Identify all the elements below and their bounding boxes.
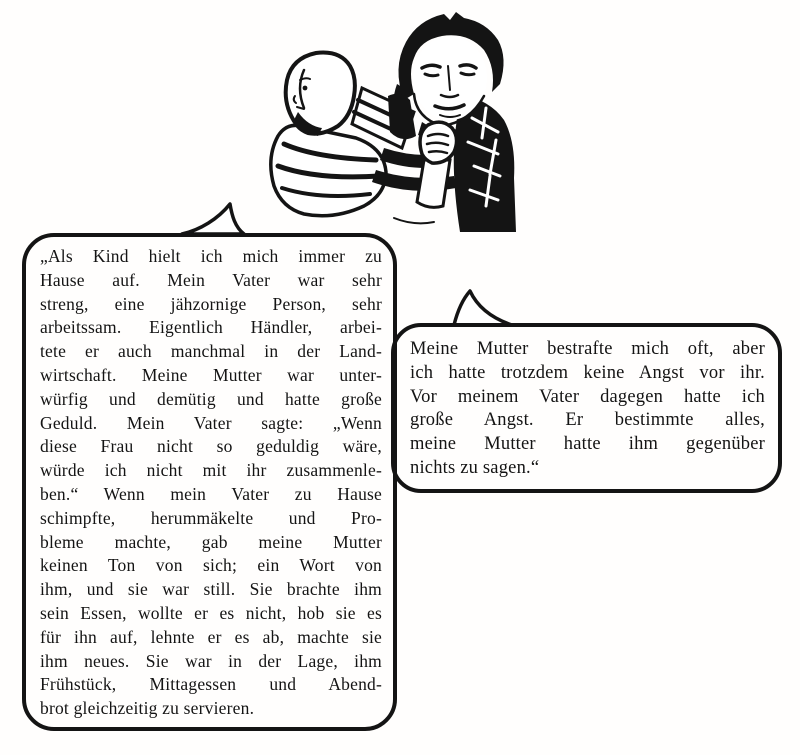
text-line: brot gleichzeitig zu servieren. — [40, 698, 255, 719]
text-line: wirtschaft. Meine Mutter war unter- — [40, 364, 382, 385]
text-line: Frühstück, Mittagessen und Abend- — [40, 674, 382, 695]
text-line: keinen Ton von sich; ein Wort von — [40, 555, 382, 576]
text-line: Meine Mutter bestrafte mich oft, aber — [410, 339, 765, 359]
text-line: ben.“ Wenn mein Vater zu Hause — [40, 483, 382, 504]
shoulder-patch — [388, 94, 416, 139]
text-line: Vor meinem Vater dagegen hatte ich — [410, 386, 765, 407]
baby-wrap — [271, 125, 386, 215]
speech-bubble-left-tail — [178, 201, 250, 237]
text-line: tete er auch manchmal in der Land- — [40, 341, 382, 362]
speech-bubble-right — [391, 323, 782, 493]
text-line: große Angst. Er bestimmte alles, — [410, 410, 765, 431]
text-line: sein Essen, wollte er es nicht, hob sie es — [40, 602, 382, 623]
text-line: „Als Kind hielt ich mich immer zu — [40, 246, 382, 266]
speech-bubble-right-tail — [446, 288, 518, 328]
text-line: streng, eine jähzornige Person, sehr — [40, 293, 382, 314]
text-line: für ihn auf, lehnte er es ab, machte sie — [40, 626, 382, 647]
text-line: Hause auf. Mein Vater war sehr — [40, 269, 382, 290]
text-line: ich hatte trotzdem keine Angst vor ihr. — [410, 362, 765, 383]
text-line: ihm, und sie war still. Sie brachte ihm — [40, 579, 382, 600]
baby-head — [286, 53, 355, 136]
text-line: bleme machte, gab meine Mutter — [40, 531, 382, 552]
woman-carrying-child-illustration — [264, 8, 516, 232]
raised-fist — [417, 122, 457, 207]
text-line: diese Frau nicht so geduldig wäre, — [40, 436, 382, 457]
text-line: würde ich nicht mit ihr zusammenle- — [40, 460, 382, 481]
text-line: würfig und demütig und hatte große — [40, 388, 382, 409]
text-line: schimpfte, herummäkelte und Pro- — [40, 507, 382, 528]
text-line: ihm neues. Sie war in der Lage, ihm — [40, 650, 382, 671]
text-line: nichts zu sagen.“ — [410, 457, 540, 478]
speech-bubble-left — [22, 233, 397, 731]
text-line: Geduld. Mein Vater sagte: „Wenn — [40, 412, 382, 433]
text-line: meine Mutter hatte ihm gegenüber — [410, 434, 765, 455]
text-line: arbeitssam. Eigentlich Händler, arbei- — [40, 317, 382, 338]
